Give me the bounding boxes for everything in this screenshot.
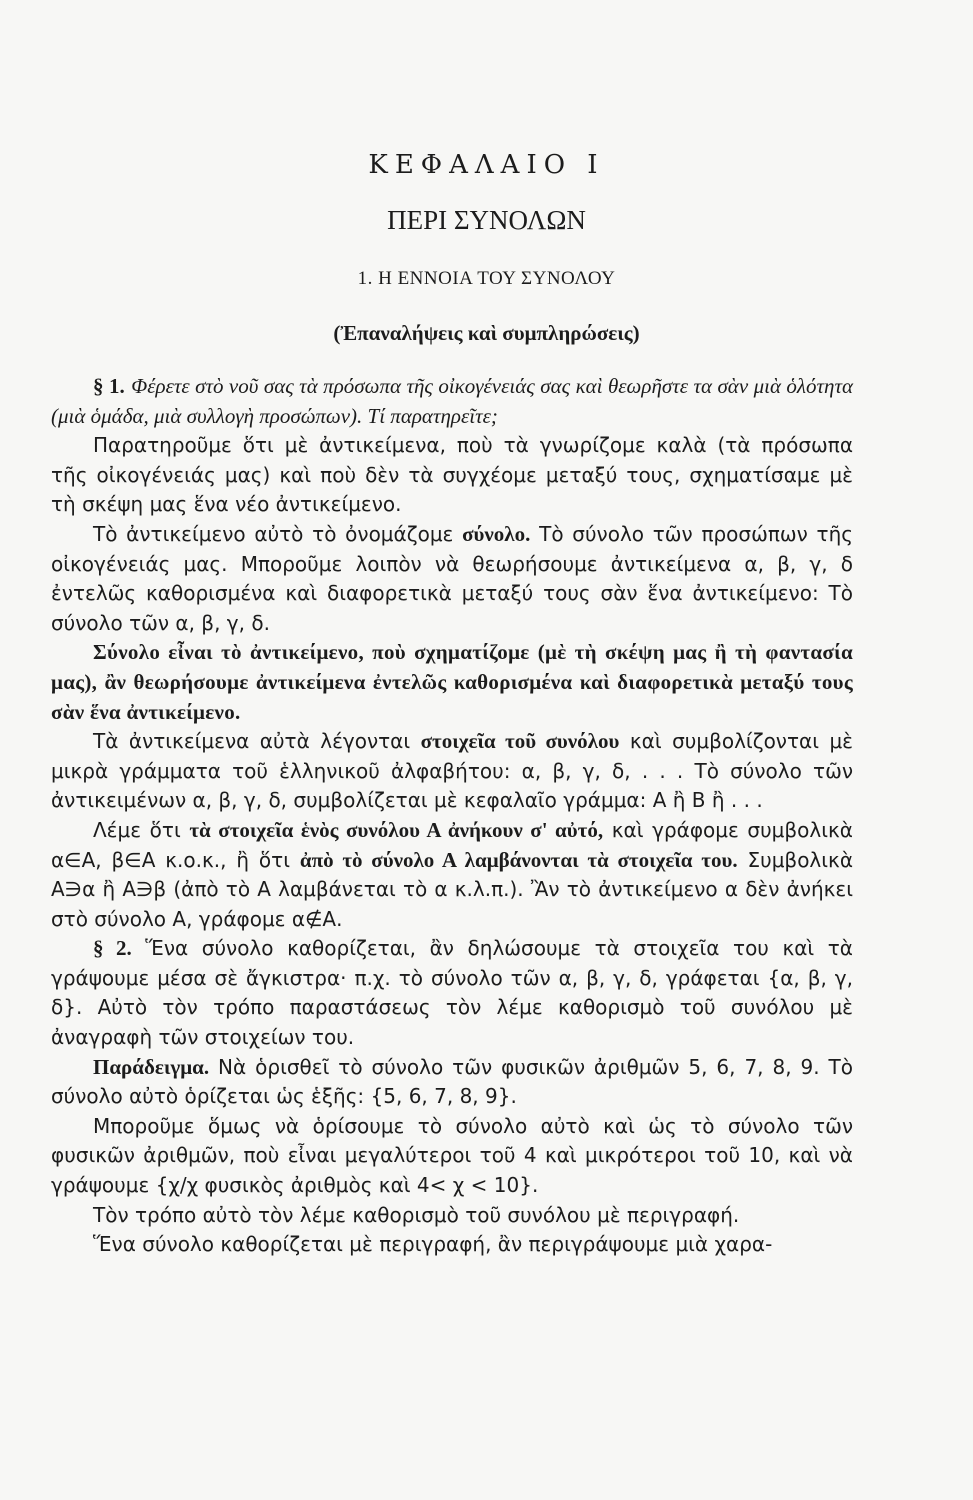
paragraph-3 bbox=[51, 520, 853, 638]
section-mark: § 1. bbox=[93, 374, 125, 398]
text-run: καὶ συμβολίζονται μὲ μικρὰ γράμματα τοῦ ἑλληνικοῦ ἀλφαβήτου: α, β, γ, δ, . . . Τὸ σύνολο τῶν ἀντικειμένων α, β, γ, δ, συμβολίζεται μὲ κεφαλαῖο γράμμα: Α ἢ Β ἢ . . . bbox=[51, 729, 853, 813]
paragraph-6 bbox=[51, 934, 853, 1052]
text-run: Τὸ σύνολο τῶν προσώπων τῆς οἰκογένειάς μας. Μποροῦμε λοιπὸν νὰ θεωρήσουμε ἀντικείμενα α, β, γ, δ ἐντελῶς καθορισμένα καὶ διαφορετικὰ μεταξύ τους σὰν ἕνα ἀντικείμενο: Τὸ σύνολο τῶν α, β, γ, δ. bbox=[51, 521, 853, 635]
body-text bbox=[51, 372, 853, 1260]
example-label: Παράδειγμα. bbox=[93, 1054, 210, 1079]
question-text: Φέρετε στὸ νοῦ σας τὰ πρόσωπα τῆς οἰκογένειάς σας καὶ θεωρῆστε τα σὰν μιὰ ὁλότητα (μιὰ ὁμάδα, μιὰ συλλογὴ προσώπων). Τί παρατηρεῖτε; bbox=[51, 374, 854, 428]
paragraph-1 bbox=[51, 372, 853, 431]
paragraph-8: Μποροῦμε ὅμως νὰ ὁρίσουμε τὸ σύνολο αὐτὸ καὶ ὡς τὸ σύνολο τῶν φυσικῶν ἀριθμῶν, ποὺ εἶναι μεγαλύτεροι τοῦ 4 καὶ μικρότεροι τοῦ 10, καὶ νὰ γράψουμε {χ/χ φυσικὸς ἀριθμὸς καὶ 4< χ < 10}. bbox=[51, 1113, 853, 1198]
section-heading: 1. Η ΕΝΝΟΙΑ ΤΟΥ ΣΥΝΟΛΟΥ bbox=[357, 268, 616, 289]
paragraph-5 bbox=[51, 816, 853, 934]
section-subheading: (Ἐπαναλήψεις καὶ συμπληρώσεις) bbox=[333, 321, 640, 345]
definition: Σύνολο εἶναι τὸ ἀντικείμενο, ποὺ σχηματίζομε (μὲ τὴ σκέψη μας ἢ τὴ φαντασία μας), ἂν θεωρήσουμε ἀντικείμενα ἐντελῶς καθορισμένα καὶ διαφορετικὰ μεταξύ τους σὰν ἕνα ἀντικείμενο. bbox=[51, 640, 853, 724]
term-set: σύνολο. bbox=[462, 521, 531, 546]
term-belong: τὰ στοιχεῖα ἑνὸς συνόλου Α ἀνήκουν σ' αὐτό, bbox=[189, 817, 604, 842]
term-elements: στοιχεῖα τοῦ συνόλου bbox=[420, 729, 620, 754]
chapter-heading: ΚΕΦΑΛΑΙΟ Ι bbox=[368, 150, 605, 180]
text-run: Συμβολικὰ Α∋α ἢ Α∋β (ἀπὸ τὸ Α λαμβάνεται τὸ α κ.λ.π.). Ἂν τὸ ἀντικείμενο α δὲν ἀνήκει στὸ σύνολο Α, γράφομε α∉Α. bbox=[51, 847, 854, 931]
paragraph-10: Ἕνα σύνολο καθορίζεται μὲ περιγραφή, ἂν περιγράψουμε μιὰ χαρα- bbox=[93, 1232, 773, 1257]
paragraph-7 bbox=[51, 1053, 853, 1112]
paragraph-2: Παρατηροῦμε ὅτι μὲ ἀντικείμενα, ποὺ τὰ γνωρίζομε καλὰ (τὰ πρόσωπα τῆς οἰκογένειάς μας) καὶ ποὺ δὲν τὰ συγχέομε μεταξύ τους, σχηματίσαμε μὲ τὴ σκέψη μας ἕνα νέο ἀντικείμενο. bbox=[51, 433, 853, 517]
text-run: καὶ γράφομε συμβολικὰ α∈Α, β∈Α κ.ο.κ., ἢ ὅτι bbox=[51, 817, 853, 872]
text-run: Λέμε ὅτι bbox=[93, 817, 190, 842]
term-taken: ἀπὸ τὸ σύνολο Α λαμβάνονται τὰ στοιχεῖα του. bbox=[299, 847, 738, 872]
paragraph-9: Τὸν τρόπο αὐτὸ τὸν λέμε καθορισμὸ τοῦ συνόλου μὲ περιγραφή. bbox=[93, 1202, 740, 1227]
paragraph-4 bbox=[51, 727, 853, 816]
text-run: Νὰ ὁρισθεῖ τὸ σύνολο τῶν φυσικῶν ἀριθμῶν 5, 6, 7, 8, 9. Τὸ σύνολο αὐτὸ ὁρίζεται ὡς ἑξῆς: {5, 6, 7, 8, 9}. bbox=[51, 1054, 853, 1109]
section-mark: § 2. bbox=[93, 936, 132, 961]
text-run: Ἕνα σύνολο καθορίζεται, ἂν δηλώσουμε τὰ στοιχεῖα του καὶ τὰ γράψουμε μέσα σὲ ἄγκιστρα· π.χ. τὸ σύνολο τῶν α, β, γ, δ, γράφεται {α, β, γ, δ}. Αὐτὸ τὸν τρόπο παραστάσεως τὸν λέμε καθορισμὸ τοῦ συνόλου μὲ ἀναγραφὴ τῶν στοιχείων του. bbox=[51, 936, 853, 1050]
text-run: Τὸ ἀντικείμενο αὐτὸ τὸ ὀνομάζομε bbox=[93, 521, 463, 546]
text-run: Τὰ ἀντικείμενα αὐτὰ λέγονται bbox=[93, 729, 421, 754]
chapter-title: ΠΕΡΙ ΣΥΝΟΛΩΝ bbox=[387, 205, 586, 235]
